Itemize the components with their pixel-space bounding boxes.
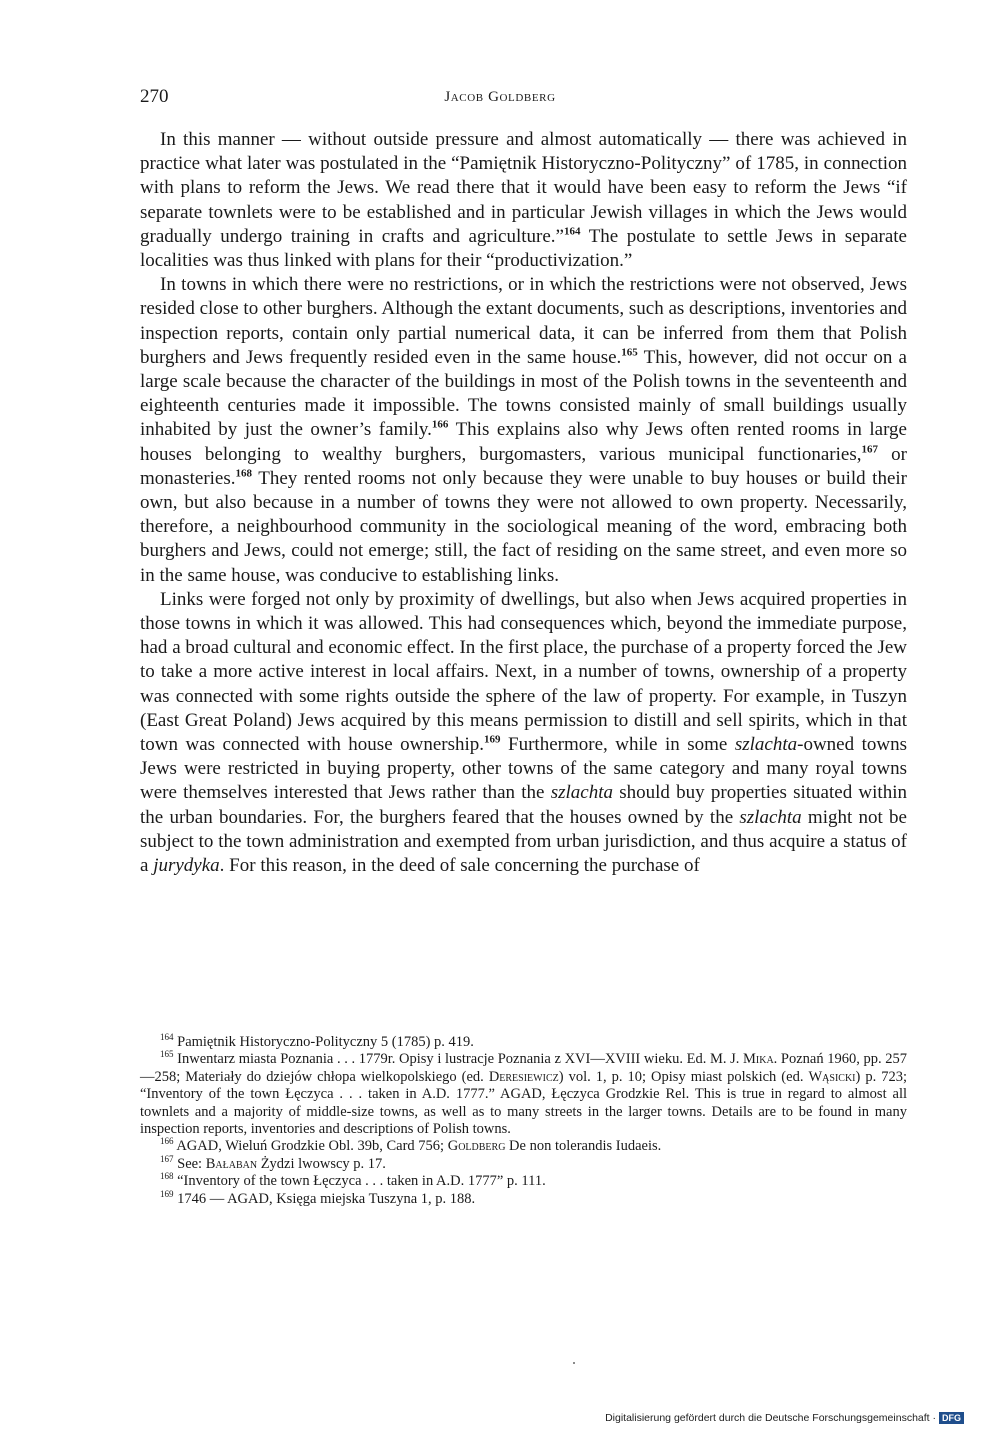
dfg-logo: DFG	[939, 1412, 964, 1424]
footnote-164: $^{164}$ Pamiętnik Historyczno-Polityczny 5 (1785) p. 419.	[160, 1032, 474, 1050]
paragraph-3: Links were forged not only by proximity of dwellings, but also when Jews acquired properties in those towns in which it was allowed. This had consequences which, beyond the immediate purpose, had a broad cultural and economic effect. In the first place, the purchase of a property forced the Jew to take a more active interest in local affairs. Next, in a number of towns, ownership of a property was connected with some rights outside the sphere of the law of property. For example, in Tuszyn (East Great Poland) Jews acquired by this means permission to distill and sell spirits, which in that town was connected with house ownership.$^{169}$ Furthermore, while in some szlachta-owned towns Jews were restricted in buying property, other towns of the same category and many royal towns were themselves interested that Jews rather than the szlachta should buy properties situated within the urban boundaries. For, the burghers feared that the houses owned by the szlachta might not be subject to the town administration and exempted from urban jurisdiction, and thus acquire a status of a jurydyka. For this reason, in the deed of sale concerning the purchase of	[140, 588, 907, 877]
footnote-ref: 167	[861, 443, 878, 456]
footnote-166: $^{166}$ AGAD, Wieluń Grodzkie Obl. 39b, Card 756; Goldberg De non tolerandis Iudaeis.	[160, 1136, 662, 1155]
italic-term: szlachta	[550, 782, 614, 804]
body-text	[140, 128, 907, 878]
credit-text: Digitalisierung gefördert durch die Deutsche Forschungsgemeinschaft ·	[605, 1412, 936, 1424]
footnote-ref: 169	[484, 733, 501, 746]
footnote-ref: 165	[621, 346, 638, 359]
footnote-165: $^{165}$ Inwentarz miasta Poznania . . . 1779r. Opisy i lustracje Poznania z XVI—XVIII wieku. Ed. M. J. Mika. Poznań 1960, pp. 257—258; Materiały do dziejów chłopa wielkopolskiego (ed. Deresiewicz) vol. 1, p. 10; Opisy miast polskich (ed. Wąsicki) p. 723; “Inventory of the town Łęczyca . . . taken in A.D. 1777.” AGAD, Łęczyca Grodzkie Rel. This is true in regard to almost all townlets and a majority of middle-size towns, as well as to many streets in the larger towns. Details are to be found in many inspection reports, inventories and descriptions of Polish towns.	[140, 1049, 908, 1138]
page-number: 270	[140, 86, 169, 107]
footnote-169: $^{169}$ 1746 — AGAD, Księga miejska Tuszyna 1, p. 188.	[160, 1188, 476, 1207]
footnote-ref: 168	[235, 467, 253, 480]
paragraph-2: In towns in which there were no restrictions, or in which the restrictions were not observed, Jews resided close to other burghers. Although the extant documents, such as descriptions, inventories and inspection reports, contain only partial numerical data, it can be inferred from them that Polish burghers and Jews frequently resided even in the same house.$^{165}$ This, however, did not occur on a large scale because the character of the buildings in most of the Polish towns in the seventeenth and eighteenth centuries made it impossible. The towns consisted mainly of small buildings usually inhabited by just the owner’s family.$^{166}$ This explains also why Jews often rented rooms in large houses belonging to wealthy burghers, burgomasters, various municipal functionaries,$^{167}$ or monasteries.$^{168}$ They rented rooms not only because they were unable to buy houses or build their own, but also because in a number of towns they were not allowed to own property. Necessarily, therefore, a neighbourhood community in the sociological meaning of the word, embracing both burghers and Jews, could not emerge; still, the fact of residing on the same street, and even more so in the same house, was conducive to establishing links.	[140, 274, 907, 586]
footnote-ref: 166	[431, 419, 449, 432]
footnote-ref: 164	[563, 225, 581, 238]
italic-term: szlachta	[734, 734, 798, 756]
paragraph-1: In this manner — without outside pressure and almost automatically — there was achieved in practice what later was postulated in the “Pamiętnik Historyczno-Polityczny” of 1785, in connection with plans to reform the Jews. We read there that it would have been easy to reform the Jews “if separate townlets were to be established and in particular Jewish villages in which the Jews would gradually undergo training in crafts and agriculture.”$^{164}$ The postulate to settle Jews in separate localities was thus linked with plans for their “productivization.”	[140, 129, 907, 272]
scan-speck	[573, 1362, 575, 1364]
footnotes	[140, 1034, 907, 1208]
footnote-168: $^{168}$ “Inventory of the town Łęczyca . . . taken in A.D. 1777” p. 111.	[160, 1171, 546, 1190]
footnote-167: $^{167}$ See: Bałaban Żydzi lwowscy p. 17.	[160, 1154, 386, 1172]
digitization-credit	[605, 1412, 964, 1424]
italic-term: szlachta	[739, 806, 802, 828]
running-head: Jacob Goldberg	[444, 89, 556, 105]
italic-term: jurydyka	[153, 855, 220, 877]
